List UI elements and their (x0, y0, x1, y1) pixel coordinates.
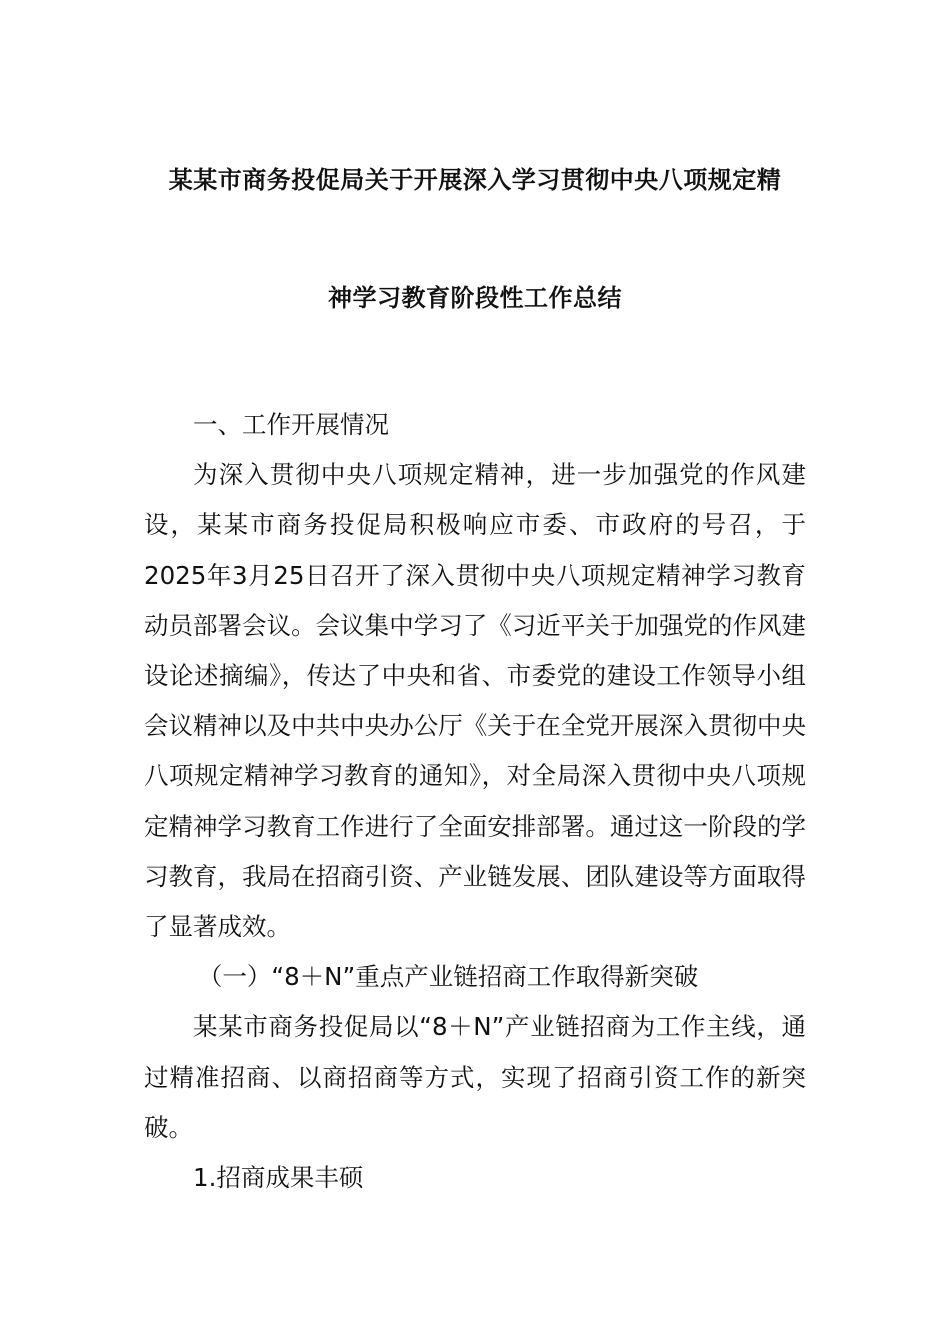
section-heading: 一、工作开展情况 (193, 410, 389, 439)
item-heading: 1.招商成果丰硕 (193, 1163, 364, 1193)
document-title-line-1: 某某市商务投促局关于开展深入学习贯彻中央八项规定精 (168, 166, 782, 194)
body-paragraph: 为深入贯彻中央八项规定精神，进一步加强党的作风建设，某某市商务投促局积极响应市委、市政府的号召，于2025年3月25日召开了深入贯彻中央八项规定精神学习教育动员部署会议。会议集中学习了《习近平关于加强党的作风建设论述摘编》，传达了中央和省、市委党的建设工作领导小组会议精神以及中共中央办公厅《关于在全党开展深入贯彻中央八项规定精神学习教育的通知》，对全局深入贯彻中央八项规定精神学习教育工作进行了全面安排部署。通过这一阶段的学习教育，我局在招商引资、产业链发展、团队建设等方面取得了显著成效。 (144, 460, 806, 942)
document-title-line-2: 神学习教育阶段性工作总结 (328, 284, 622, 312)
subsection-heading: （一）“8＋N”重点产业链招商工作取得新突破 (197, 962, 699, 992)
body-paragraph: 某某市商务投促局以“8＋N”产业链招商为工作主线，通过精准招商、以商招商等方式，实现了招商引资工作的新突破。 (144, 1012, 806, 1142)
document-body (144, 400, 806, 1203)
